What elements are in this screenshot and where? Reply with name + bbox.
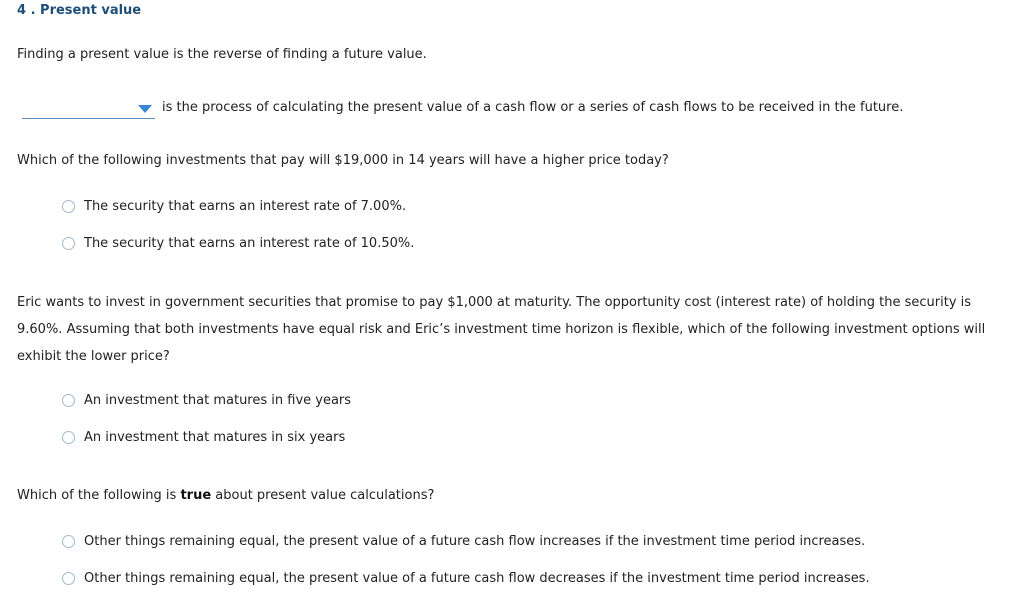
question-title: 4 . Present value: [17, 3, 142, 18]
intro-text: Finding a present value is the reverse of finding a future value.: [17, 47, 427, 62]
answer-dropdown[interactable]: [22, 100, 155, 119]
option-label: Other things remaining equal, the present value of a future cash flow increases if the investment time period increases.: [84, 534, 866, 549]
q2-option-1[interactable]: [62, 393, 351, 408]
q3-prompt: [17, 488, 434, 503]
option-label: The security that earns an interest rate of 7.00%.: [84, 199, 407, 214]
radio-button[interactable]: [62, 572, 75, 585]
radio-button[interactable]: [62, 200, 75, 213]
radio-button[interactable]: [62, 237, 75, 250]
option-label: An investment that matures in six years: [84, 430, 346, 445]
radio-button[interactable]: [62, 394, 75, 407]
q3-option-1[interactable]: [62, 534, 865, 549]
radio-button[interactable]: [62, 431, 75, 444]
q1-option-1[interactable]: [62, 199, 406, 214]
q1-prompt: Which of the following investments that pay will $19,000 in 14 years will have a higher price today?: [17, 153, 669, 168]
q3-option-2[interactable]: [62, 571, 870, 586]
caret-down-icon: [138, 105, 152, 113]
option-label: An investment that matures in five years: [84, 393, 352, 408]
q3-prompt-bold: true: [180, 488, 212, 503]
option-label: The security that earns an interest rate of 10.50%.: [84, 236, 415, 251]
q1-option-2[interactable]: [62, 236, 414, 251]
option-label: Other things remaining equal, the present value of a future cash flow decreases if the investment time period increases.: [84, 571, 870, 586]
q2-option-2[interactable]: [62, 430, 345, 445]
q3-prompt-suffix: about present value calculations?: [211, 488, 435, 503]
dropdown-sentence: is the process of calculating the present value of a cash flow or a series of cash flows to be received in the future.: [162, 100, 904, 115]
q2-prompt: Eric wants to invest in government securities that promise to pay $1,000 at maturity. The opportunity cost (interest rate) of holding the security is 9.60%. Assuming that both investments have equal risk and Eric’s investment time horizon is flexible, which of the following investment options will exhibit the lower price?: [17, 295, 986, 364]
q3-prompt-prefix: Which of the following is: [17, 488, 181, 503]
radio-button[interactable]: [62, 535, 75, 548]
